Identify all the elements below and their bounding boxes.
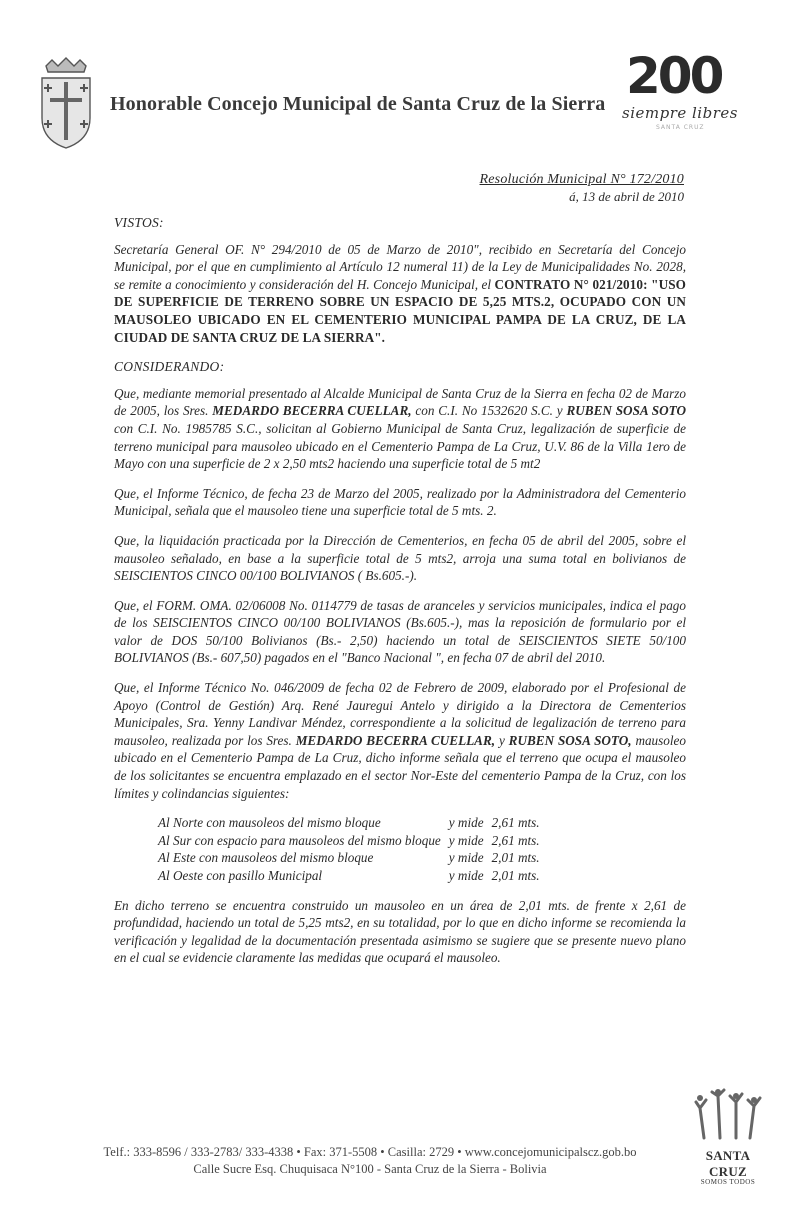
vistos-paragraph [114,241,686,347]
anniversary-city: SANTA CRUZ [656,124,705,131]
boundary-side: Al Oeste con pasillo Municipal [158,868,323,883]
council-name: Honorable Concejo Municipal de Santa Cruz de la Sierra [110,93,606,115]
contract-subject: CONTRATO N° 021/2010: "USO DE SUPERFICIE DE TERRENO SOBRE UN ESPACIO DE 5,25 MTS.2, OCUPADO CON UN MAUSOLEO UBICADO EN EL CEMENTERIO MUNICIPAL PAMPA DE LA CRUZ, DE LA CIUDAD DE SANTA CRUZ DE LA SIERRA". [114,276,687,345]
vistos-text: Secretaría General OF. N° 294/2010 de 05 de Marzo de 2010", recibido en Secretaría del Concejo Municipal, por el que en cumplimiento al Artículo 12 numeral 11) de la Ley de Municipalidades No. 2028, se remite a conocimiento y consideración del H. Concejo Municipal, el [114,241,686,292]
considerando-heading: CONSIDERANDO: [114,359,225,375]
footer-address: Calle Sucre Esq. Chuquisaca N°100 - Santa Cruz de la Sierra - Bolivia [193,1162,547,1176]
table-row [158,814,548,832]
boundaries-table [158,814,548,884]
boundary-value: 2,61 mts. [491,815,540,831]
paragraph-text: con C.I. No. 1985785 S.C., solicitan al Gobierno Municipal de Santa Cruz, legalización de superficie de terreno municipal para mausoleo ubicado en el Cementerio Pampa de La Cruz, U.V. 86 de la Villa 1ero de Mayo con una superficie de 2 x 2,50 mts2 haciendo una superficie total de 5 mt2 [114,420,686,472]
anniversary-number: 200 [626,47,722,105]
paragraph-text: mausoleo ubicado en el Cementerio Pampa de La Cruz, dicho informe señala que el terreno que ocupa el mausoleo de los solicitantes se encuentra emplazado en el sector Nor-Este del cementerio Pampa de la Cruz, con los límites y colindancias siguientes: [114,732,686,801]
logo-subtitle: SOMOS TODOS [700,1178,756,1186]
vistos-heading: VISTOS: [114,215,164,230]
applicant-name: MEDARDO BECERRA CUELLAR, [295,732,496,748]
document-body [114,214,686,979]
resolution-title: Resolución Municipal N° 172/2010 [479,172,684,187]
paragraph-text: Que, mediante memorial presentado al Alcalde Municipal de Santa Cruz de la Sierra en fecha 02 de Marzo de 2005, los Sres. [114,385,686,419]
applicant-name: RUBEN SOSA SOTO, [508,732,632,748]
paragraph-text: Que, el Informe Técnico No. 046/2009 de fecha 02 de Febrero de 2009, elaborado por el Profesional de Apoyo (Control de Gestión) Arq. René Jauregui Antelo y dirigido a la Directora de Cementerios Municipales, Sra. Yenny Landivar Méndez, correspondiente a la solicitud de legalización de terreno para mausoleo, realizada por los Sres. [114,680,686,748]
resolution-date: á, 13 de abril de 2010 [569,189,684,204]
considerando-paragraph-6: En dicho terreno se encuentra construido un mausoleo en un área de 2,01 mts. de frente x 2,61 de profundidad, haciendo un total de 5,25 mts2, en su totalidad, por lo que en dicho informe se recomienda la verificación y legalidad de la documentación presentada asimismo se sugiere que se presente nuevo plano en el cual se evidencie claramente las medidas que ocupará el mausoleo. [114,897,686,966]
paragraph-text: y [498,732,505,748]
considerando-paragraph-4: Que, el FORM. OMA. 02/06008 No. 0114779 de tasas de aranceles y servicios municipales, indica el pago de los SEISCIENTOS CINCO 00/100 BOLIVIANOS (Bs.605.-), mas la reposición de formulario por el valor de DOS 50/100 Bolivianos (Bs.- 2,50) haciendo un total de SEISCIENTOS SIETE 50/100 BOLIVIANOS (Bs.- 607,50) pagados en el "Banco Nacional ", en fecha 07 de abril del 2010. [114,597,686,666]
boundary-mide: y mide [448,868,484,883]
footer [50,1144,690,1178]
bicentennial-logo [618,48,768,136]
boundary-value: 2,01 mts. [491,868,540,883]
coat-of-arms-icon [36,56,96,152]
logo-title: SANTA CRUZ [705,1148,751,1179]
anniversary-tagline: siempre libres [622,104,738,122]
boundary-side: Al Norte con mausoleos del mismo bloque [158,815,381,831]
considerando-paragraph-5 [114,679,686,802]
table-row [158,867,548,885]
boundary-mide: y mide [448,832,484,848]
table-row [158,832,548,850]
boundary-side: Al Este con mausoleos del mismo bloque [158,850,374,866]
resolution-block [480,172,684,205]
boundary-mide: y mide [448,815,484,831]
boundary-value: 2,61 mts. [491,832,540,848]
boundary-value: 2,01 mts. [491,850,540,866]
considerando-paragraph-2: Que, el Informe Técnico, de fecha 23 de Marzo del 2005, realizado por la Administradora del Cementerio Municipal, señala que el mausoleo tiene una superficie total de 5 mts. 2. [114,485,686,519]
boundary-mide: y mide [448,850,484,866]
footer-logo-text [692,1148,764,1186]
applicant-name: RUBEN SOSA SOTO [566,403,686,419]
paragraph-text: con C.I. No 1532620 S.C. y [415,403,563,419]
footer-contact: Telf.: 333-8596 / 333-2783/ 333-4338 • Fax: 371-5508 • Casilla: 2729 • www.concejomunicipalscz.gob.bo [103,1145,637,1159]
considerando-paragraph-3: Que, la liquidación practicada por la Dirección de Cementerios, en fecha 05 de abril del 2005, sobre el mausoleo señalado, en base a la superficie total de 5 mts2, arroja una suma total en bolivianos de SEISCIENTOS CINCO 00/100 BOLIVIANOS ( Bs.605.-). [114,532,686,584]
table-row [158,849,548,867]
applicant-name: MEDARDO BECERRA CUELLAR, [212,403,412,419]
considerando-paragraph-1 [114,385,686,473]
boundary-side: Al Sur con espacio para mausoleos del mismo bloque [158,832,441,848]
